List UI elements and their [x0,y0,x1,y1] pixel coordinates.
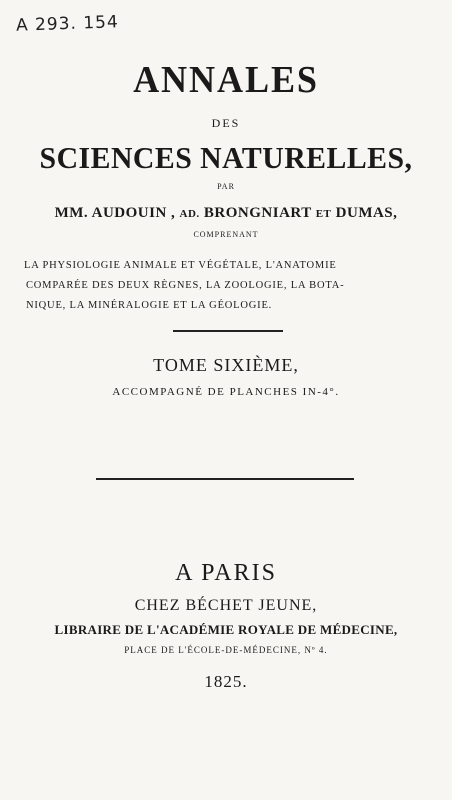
imprint-publisher-role: LIBRAIRE DE L'ACADÉMIE ROYALE DE MÉDECINE, [54,622,398,637]
description-line: LA PHYSIOLOGIE ANIMALE ET VÉGÉTALE, L'ANATOMIE [24,260,337,271]
author-initial: AD. [179,208,200,220]
subject-description [0,256,452,316]
description-line: NIQUE, LA MINÉRALOGIE ET LA GÉOLOGIE. [26,300,273,311]
imprint-address: PLACE DE L'ÉCOLE-DE-MÉDECINE, Nº 4. [124,645,328,655]
title-connector: DES [211,116,241,130]
authors-honorific: MM. [54,205,89,221]
authors-conjunction: ET [315,208,332,220]
authors-line [0,205,452,222]
description-line: COMPARÉE DES DEUX RÈGNES, LA ZOOLOGIE, LA BOTA- [26,280,345,291]
by-label: PAR [217,182,235,191]
imprint-city: A PARIS [175,560,277,586]
author-brongniart: BRONGNIART [203,205,312,221]
author-dumas: DUMAS, [335,205,398,221]
comprising-label: COMPRENANT [193,230,259,239]
journal-subtitle: SCIENCES NATURELLES, [39,140,413,175]
volume-label: TOME SIXIÈME, [153,355,299,375]
plates-note: ACCOMPAGNÉ DE PLANCHES IN-4°. [112,386,340,398]
imprint-publisher: CHEZ BÉCHET JEUNE, [134,597,318,614]
imprint-year: 1825. [204,672,248,691]
author-audouin: AUDOUIN , [91,205,176,221]
divider-rule [173,330,283,332]
handwritten-shelfmark: A 293. 154 [15,12,120,36]
journal-title: ANNALES [133,59,319,101]
divider-rule [96,478,354,480]
